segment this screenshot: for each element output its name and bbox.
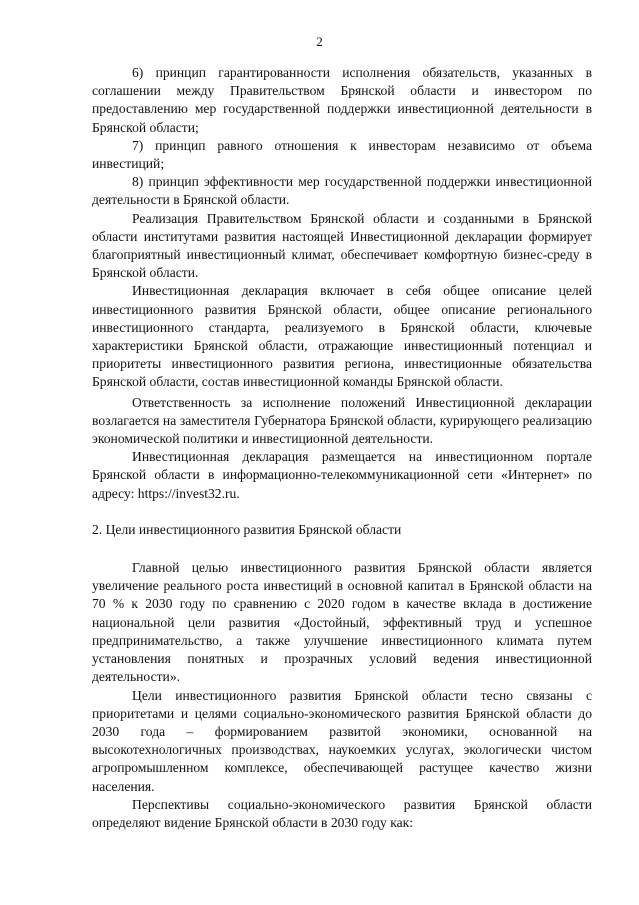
paragraph-goals-link: Цели инвестиционного развития Брянской области тесно связаны с приоритетами и целями социально-экономического развития Брянской области до 2030 года – формированием развитой экономики, основанной на высокотехнологичных производствах, наукоемких услугах, экологически чистом агропромышленном комплексе, обеспечивающей растущее качество жизни населения.: [92, 687, 592, 794]
page-number: 2: [316, 34, 323, 49]
paragraph-main-goal: Главной целью инвестиционного развития Брянской области является увеличение реального роста инвестиций в основной капитал в Брянской области на 70 % к 2030 году по сравнению с 2020 годом в качестве вклада в достижение национальной цели развития «Достойный, эффективный труд и успешное предпринимательство, а также улучшение инвестиционного климата путем установления понятных и прозрачных условий ведения инвестиционной деятельности».: [92, 560, 592, 685]
paragraph-responsibility: Ответственность за исполнение положений Инвестиционной декларации возлагается на заместителя Губернатора Брянской области, курирующего реализацию экономической политики и инвестиционной деятельности.: [92, 394, 592, 447]
paragraph-principle-7: 7) принцип равного отношения к инвесторам независимо от объема инвестиций;: [92, 137, 592, 172]
paragraph-principle-6: 6) принцип гарантированности исполнения обязательств, указанных в соглашении между Правительством Брянской области и инвестором по предоставлению мер государственной поддержки инвестиционной деятельности в Брянской области;: [92, 65, 592, 135]
paragraph-portal: Инвестиционная декларация размещается на инвестиционном портале Брянской области в информационно-телекоммуникационной сети «Интернет» по адресу: https://invest32.ru.: [92, 449, 592, 501]
paragraph-declaration-contents: Инвестиционная декларация включает в себя общее описание целей инвестиционного развития Брянской области, общее описание регионального инвестиционного стандарта, реализуемого в Брянской области, ключевые характеристики Брянской области, отражающие инвестиционный потенциал и приоритеты инвестиционного развития региона, инвестиционные обязательства Брянской области, состав инвестиционной команды Брянской области.: [92, 283, 592, 390]
paragraph-principle-8: 8) принцип эффективности мер государственной поддержки инвестиционной деятельности в Брянской области.: [92, 174, 592, 208]
document-body: [92, 64, 592, 832]
section-heading: 2. Цели инвестиционного развития Брянской области: [92, 521, 402, 537]
paragraph-implementation: Реализация Правительством Брянской области и созданными в Брянской области институтами развития настоящей Инвестиционной декларации формирует благоприятный инвестиционный климат, обеспечивает комфортную бизнес-среду в Брянской области.: [92, 210, 592, 281]
paragraph-perspectives: Перспективы социально-экономического развития Брянской области определяют видение Брянской области в 2030 году как:: [92, 796, 592, 830]
